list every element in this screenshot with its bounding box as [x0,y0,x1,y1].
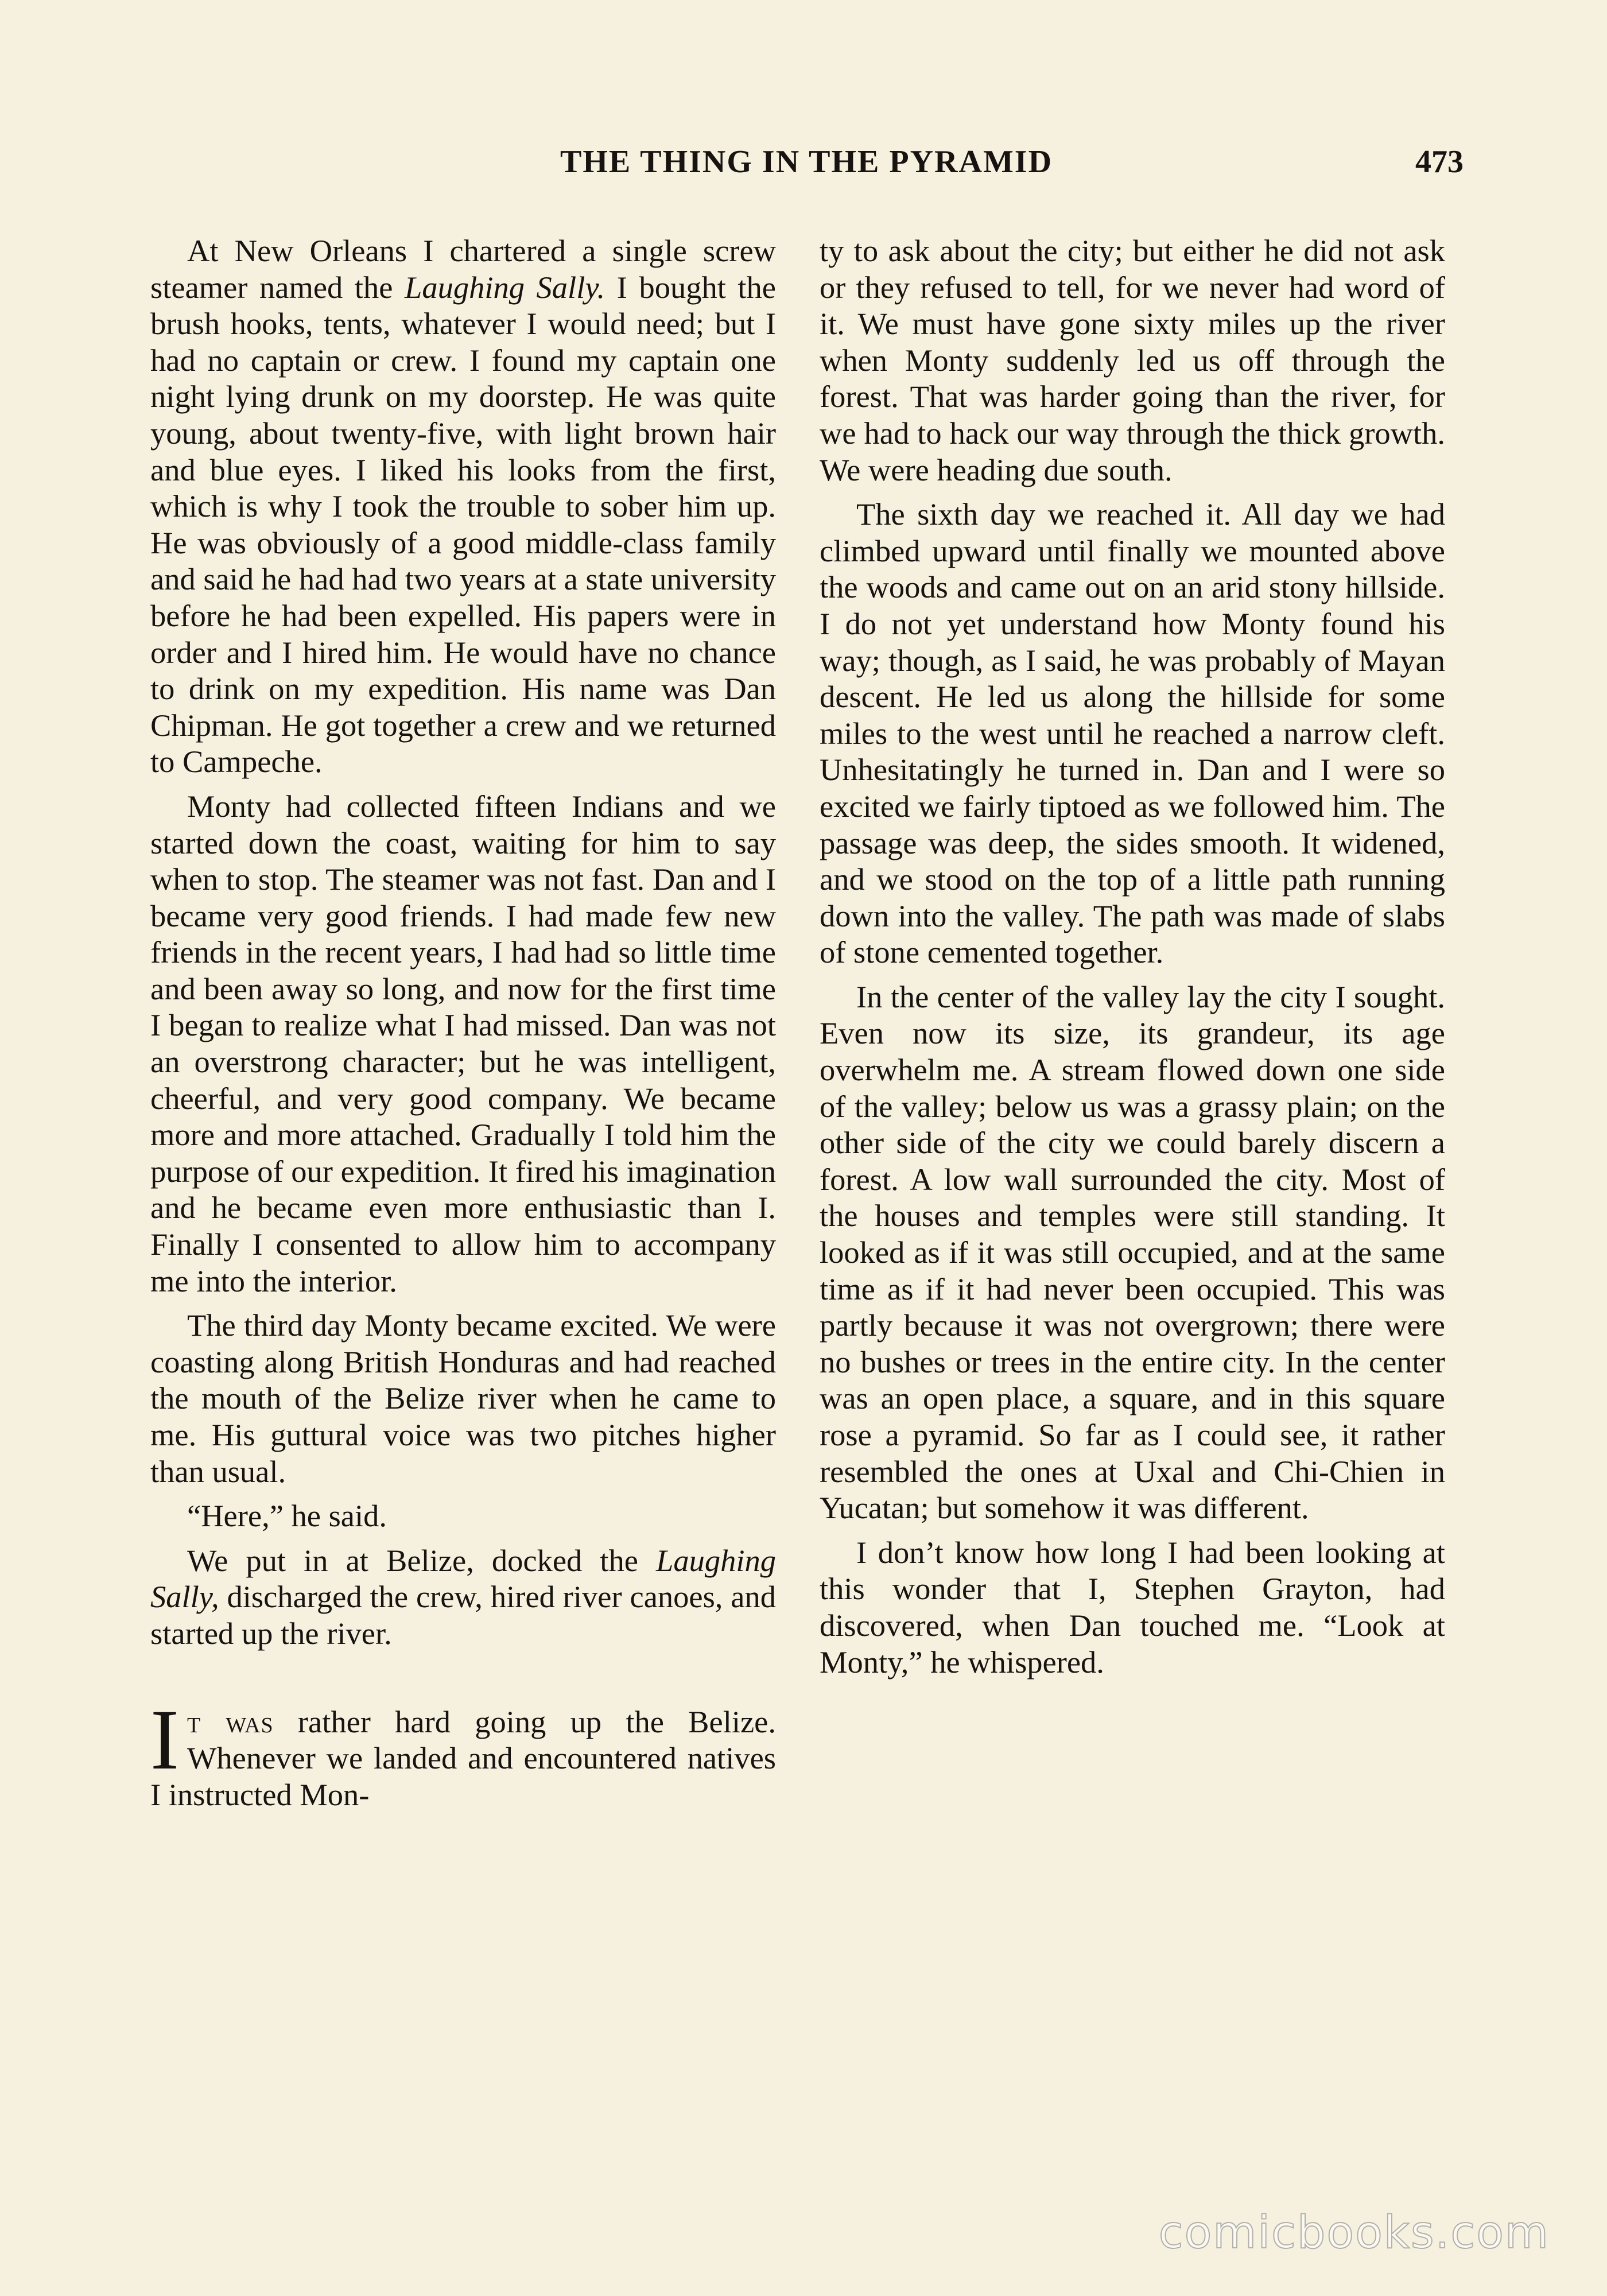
page-number: 473 [1415,144,1464,180]
paragraph-third-day: The third day Monty became excited. We were coasting along British Honduras and had reached the mouth of the Belize river when he came to me. His guttural voice was two pitches higher than usual. [150,1308,776,1489]
paragraph-look-at-monty: I don’t know how long I had been looking at this wonder that I, Stephen Grayton, had discovered, when Dan touched me. “Look at Monty,” he whispered. [820,1534,1445,1680]
paragraph-chartering: At New Orleans I chartered a single screw steamer named the Laughing Sally. I bought the brush hooks, tents, whatever I would need; but I had no captain or crew. I found my captain one night lying drunk on my doorstep. He was quite young, about twenty-five, with light brown hair and blue eyes. I liked his looks from the first, which is why I took the trouble to sober him up. He was obviously of a good middle-class family and said he had had two years at a state university before he had been expelled. His papers were in order and I hired him. He would have no chance to drink on my expedition. His name was Dan Chipman. He got together a crew and we returned to Campeche. [150,233,776,779]
drop-cap: I [150,1692,179,1787]
paragraph-coast: Monty had collected fifteen Indians and we started down the coast, waiting for him to say when to stop. The steamer was not fast. Dan and I became very good friends. I had made few new friends in the recent years, I had had so little time and been away so long, and now for the first time I began to realize what I had missed. Dan was not an overstrong character; but he was intelligent, cheerful, and very good company. We became more and more attached. Gradually I told him the purpose of our expedition. It fired his imagination and he became even more enthusiastic than I. Finally I consented to allow him to accompany me into the interior. [150,788,776,1298]
left-column [150,232,776,1821]
paragraph-section-start: It was rather hard going up the Belize. Whenever we landed and encountered natives I instructed Mon- [150,1692,776,1812]
small-caps-lead: t was [187,1704,274,1739]
paragraph-belize: We put in at Belize, docked the Laughing Sally, discharged the crew, hired river canoes, and started up the river. [150,1542,776,1651]
paragraph-city: In the center of the valley lay the city I sought. Even now its size, its grandeur, its age overwhelm me. A stream flowed down one side of the valley; below us was a grassy plain; on the other side of the city we could barely discern a forest. A low wall surrounded the city. Most of the houses and temples were still standing. It looked as if it was still occupied, and at the same time as if it had never been occupied. This was partly because it was not overgrown; there were no bushes or trees in the entire city. In the center was an open place, a square, and in this square rose a pyramid. So far as I could see, it rather resembled the ones at Uxal and Chi-Chien in Yucatan; but somehow it was different. [820,979,1445,1526]
paragraph-sixth-day: The sixth day we reached it. All day we had climbed upward until finally we mounted above the woods and came out on an arid stony hillside. I do not yet understand how Monty found his way; though, as I said, he was probably of Mayan descent. He led us along the hillside for some miles to the west until he reached a narrow cleft. Unhesitatingly he turned in. Dan and I were so excited we fairly tiptoed as we followed him. The passage was deep, the sides smooth. It widened, and we stood on the top of a little path running down into the valley. The path was made of slabs of stone cemented together. [820,497,1445,970]
paragraph-here: “Here,” he said. [187,1498,387,1534]
right-column [820,232,1445,1688]
paragraph-continued: ty to ask about the city; but either he did not ask or they refused to tell, for we never had word of it. We must have gone sixty miles up the river when Monty suddenly led us off through the forest. That was harder going than the river, for we had to hack our way through the thick growth. We were heading due south. [820,233,1445,487]
ship-name: Laughing Sally. [405,269,605,305]
watermark: comicbooks.com [1158,2207,1550,2259]
running-title: THE THING IN THE PYRAMID [560,144,1053,180]
running-head [149,144,1464,189]
ship-name: Laughing Sally, [150,1542,776,1615]
